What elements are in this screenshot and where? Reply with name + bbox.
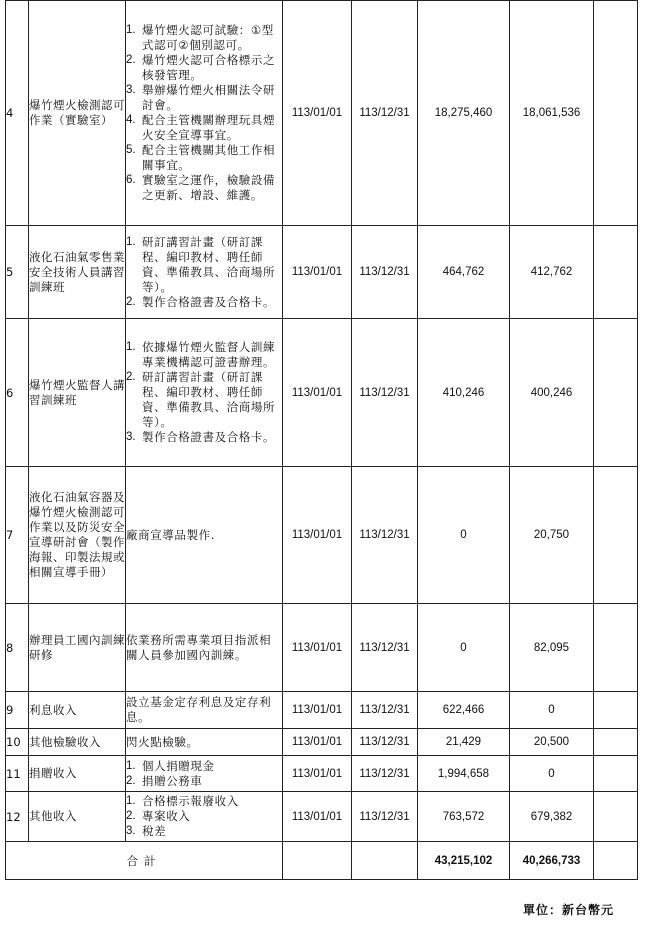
- description-list: [126, 794, 282, 839]
- remarks-cell: [594, 729, 638, 756]
- end-date: 113/12/31: [352, 604, 418, 692]
- table-row: [6, 319, 638, 467]
- table-row: [6, 756, 638, 792]
- table-row: [6, 467, 638, 604]
- end-date: 113/12/31: [352, 692, 418, 729]
- item-description: [126, 1, 283, 226]
- amount-actual: 412,762: [510, 226, 594, 319]
- row-number: 12: [6, 792, 29, 842]
- list-item-text: 實驗室之運作，檢驗設備之更新、增設、維護。: [142, 173, 276, 202]
- row-number: 4: [6, 1, 29, 226]
- list-item-text: 合格標示報廢收入: [142, 794, 239, 808]
- total-label: 合計: [6, 842, 283, 880]
- start-date: 113/01/01: [283, 692, 352, 729]
- list-item-number: 2.: [126, 810, 136, 822]
- item-name: 其他收入: [29, 792, 126, 842]
- list-item-number: 2.: [126, 371, 136, 383]
- amount-actual: 18,061,536: [510, 1, 594, 226]
- list-item-number: 2.: [126, 54, 136, 66]
- item-description: [126, 226, 283, 319]
- amount-actual: 0: [510, 692, 594, 729]
- end-date: 113/12/31: [352, 756, 418, 792]
- total-amount-actual: 40,266,733: [510, 842, 594, 880]
- list-item-number: 3.: [126, 825, 136, 837]
- list-item: [126, 370, 282, 430]
- row-number: 5: [6, 226, 29, 319]
- amount-actual: 20,750: [510, 467, 594, 604]
- description-text: 依業務所需專業項目指派相關人員參加國內訓練。: [126, 632, 272, 662]
- row-number: 9: [6, 692, 29, 729]
- amount-actual: 20,500: [510, 729, 594, 756]
- amount-planned: 1,994,658: [418, 756, 510, 792]
- total-amount-planned: 43,215,102: [418, 842, 510, 880]
- list-item-text: 舉辦爆竹煙火相關法令研討會。: [142, 83, 276, 112]
- list-item: [126, 235, 282, 295]
- row-number: 6: [6, 319, 29, 467]
- description-list: [126, 759, 282, 789]
- list-item-text: 爆竹煙火認可合格標示之核發管理。: [142, 53, 276, 82]
- start-date: 113/01/01: [283, 226, 352, 319]
- list-item-text: 依據爆竹煙火監督人訓練專業機構認可證書辦理。: [142, 340, 276, 369]
- amount-actual: 400,246: [510, 319, 594, 467]
- remarks-cell: [594, 756, 638, 792]
- list-item-text: 研訂講習計畫（研訂課程、編印教材、聘任師資、準備教具、洽商場所等）。: [142, 234, 276, 294]
- description-list: [126, 23, 282, 203]
- list-item-text: 爆竹煙火認可試驗：①型式認可②個別認可。: [142, 23, 274, 52]
- end-date: 113/12/31: [352, 729, 418, 756]
- description-list: [126, 340, 282, 445]
- list-item-number: 1.: [126, 24, 136, 36]
- list-item: [126, 295, 282, 310]
- list-item-number: 4.: [126, 114, 136, 126]
- list-item-number: 2.: [126, 774, 136, 787]
- item-description: [126, 604, 283, 692]
- list-item-number: 1.: [126, 235, 136, 248]
- table-row: [6, 1, 638, 226]
- list-item-number: 1.: [126, 341, 136, 353]
- amount-actual: 82,095: [510, 604, 594, 692]
- list-item-number: 2.: [126, 295, 136, 308]
- amount-actual: 0: [510, 756, 594, 792]
- end-date: 113/12/31: [352, 226, 418, 319]
- item-name: 其他檢驗收入: [29, 729, 126, 756]
- list-item-text: 配合主管機關其他工作相關事宜。: [142, 143, 276, 172]
- remarks-cell: [594, 226, 638, 319]
- remarks-cell: [594, 692, 638, 729]
- remarks-cell: [594, 604, 638, 692]
- amount-planned: 0: [418, 467, 510, 604]
- list-item-text: 配合主管機關辦理玩具煙火安全宣導事宜。: [142, 113, 276, 142]
- list-item: [126, 809, 282, 824]
- list-item: [126, 774, 282, 789]
- end-date: 113/12/31: [352, 319, 418, 467]
- item-description: [126, 756, 283, 792]
- start-date: 113/01/01: [283, 604, 352, 692]
- end-date: 113/12/31: [352, 1, 418, 226]
- list-item-number: 3.: [126, 431, 136, 443]
- start-date: 113/01/01: [283, 729, 352, 756]
- table-row: [6, 226, 638, 319]
- remarks-cell: [594, 319, 638, 467]
- remarks-cell: [594, 792, 638, 842]
- list-item-number: 3.: [126, 84, 136, 96]
- item-description: [126, 692, 283, 729]
- amount-planned: 410,246: [418, 319, 510, 467]
- description-list: [126, 235, 282, 310]
- amount-actual: 679,382: [510, 792, 594, 842]
- list-item-number: 5.: [126, 144, 136, 156]
- amount-planned: 622,466: [418, 692, 510, 729]
- item-description: [126, 319, 283, 467]
- list-item: [126, 824, 282, 839]
- table-row: [6, 729, 638, 756]
- list-item-number: 1.: [126, 795, 136, 807]
- list-item-text: 捐贈公務車: [142, 773, 203, 788]
- list-item-text: 製作合格證書及合格卡。: [142, 430, 276, 444]
- table-row: [6, 792, 638, 842]
- list-item: [126, 113, 282, 143]
- list-item-text: 個人捐贈現金: [142, 758, 215, 773]
- row-number: 7: [6, 467, 29, 604]
- table-row: [6, 692, 638, 729]
- item-name: 利息收入: [29, 692, 126, 729]
- list-item: [126, 23, 282, 53]
- item-name: 液化石油氣容器及爆竹煙火檢測認可作業以及防災安全宣導研討會（製作海報、印製法規或相關宣導手冊）: [29, 467, 126, 604]
- start-date: 113/01/01: [283, 319, 352, 467]
- description-text: 廠商宣導品製作.: [126, 527, 215, 542]
- start-date: 113/01/01: [283, 792, 352, 842]
- total-remarks: [594, 842, 638, 880]
- unit-note: 單位：新台幣元: [522, 903, 614, 917]
- item-description: [126, 792, 283, 842]
- total-row: [6, 842, 638, 880]
- item-description: [126, 467, 283, 604]
- remarks-cell: [594, 467, 638, 604]
- item-name: 爆竹煙火檢測認可作業（實驗室）: [29, 1, 126, 226]
- end-date: 113/12/31: [352, 792, 418, 842]
- remarks-cell: [594, 1, 638, 226]
- item-name: 爆竹煙火監督人講習訓練班: [29, 319, 126, 467]
- start-date: 113/01/01: [283, 467, 352, 604]
- list-item-text: 製作合格證書及合格卡。: [142, 294, 276, 309]
- description-text: 閃火點檢驗。: [126, 734, 199, 749]
- list-item: [126, 430, 282, 445]
- budget-table: [5, 0, 638, 880]
- row-number: 10: [6, 729, 29, 756]
- list-item: [126, 173, 282, 203]
- item-name: 液化石油氣零售業安全技術人員講習訓練班: [29, 226, 126, 319]
- list-item-text: 研訂講習計畫（研訂課程、編印教材、聘任師資、準備教具、洽商場所等）。: [142, 370, 276, 429]
- list-item: [126, 143, 282, 173]
- start-date: 113/01/01: [283, 756, 352, 792]
- amount-planned: 0: [418, 604, 510, 692]
- amount-planned: 18,275,460: [418, 1, 510, 226]
- item-name: 捐贈收入: [29, 756, 126, 792]
- start-date: 113/01/01: [283, 1, 352, 226]
- item-name: 辦理員工國內訓練研修: [29, 604, 126, 692]
- item-description: [126, 729, 283, 756]
- total-empty-end: [352, 842, 418, 880]
- amount-planned: 21,429: [418, 729, 510, 756]
- amount-planned: 464,762: [418, 226, 510, 319]
- end-date: 113/12/31: [352, 467, 418, 604]
- total-empty-start: [283, 842, 352, 880]
- list-item-number: 1.: [126, 759, 136, 772]
- row-number: 8: [6, 604, 29, 692]
- list-item: [126, 83, 282, 113]
- table-row: [6, 604, 638, 692]
- list-item-text: 專案收入: [142, 809, 191, 823]
- list-item-number: 6.: [126, 174, 136, 186]
- row-number: 11: [6, 756, 29, 792]
- list-item: [126, 759, 282, 774]
- list-item: [126, 340, 282, 370]
- description-text: 設立基金定存利息及定存利息。: [126, 695, 272, 724]
- list-item: [126, 53, 282, 83]
- list-item: [126, 794, 282, 809]
- amount-planned: 763,572: [418, 792, 510, 842]
- list-item-text: 稅差: [142, 824, 167, 838]
- table-body: [6, 1, 638, 880]
